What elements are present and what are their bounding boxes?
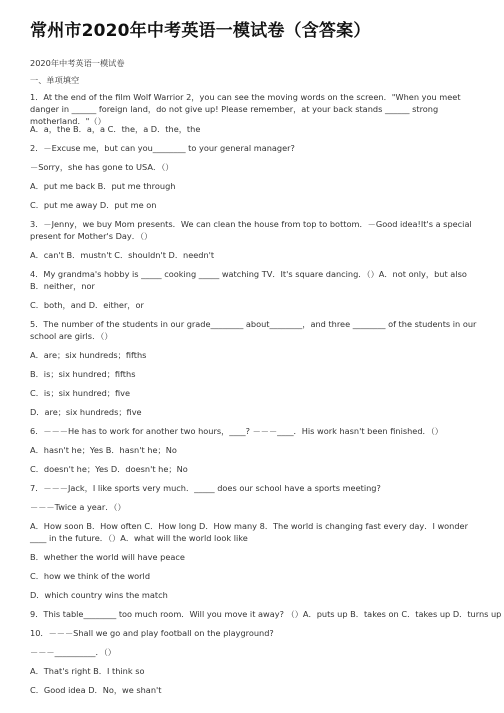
question-8-option-d: D．which country wins the match <box>30 590 168 600</box>
question-5-option-d: D．are；six hundreds；five <box>30 407 142 417</box>
page-title: 常州市2020年中考英语一模试卷（含答案） <box>30 21 371 41</box>
question-5-option-c: C．is；six hundred；five <box>30 388 131 398</box>
question-8-option-b: B．whether the world will have peace <box>30 552 185 562</box>
question-10-options-cd: C．Good idea D．No，we shan't <box>30 685 162 695</box>
section-heading: 一、单项填空 <box>30 75 80 85</box>
question-5-option-a: A．are；six hundreds；fifths <box>30 350 147 360</box>
question-10-options-ab: A．That's right B．I think so <box>30 666 145 676</box>
question-5: 5．The number of the students in our grade________ about________，and three ________ of the students in our school are girls．（） <box>30 319 477 341</box>
question-4: 4．My grandma's hobby is _____ cooking _____ watching TV．It's square dancing．（）A．not only，but also B．neither，nor <box>30 269 467 291</box>
question-10-reply: －－－__________．（） <box>30 647 116 657</box>
question-6-options-cd: C．doesn't he；Yes D．doesn't he；No <box>30 464 188 474</box>
question-7-options-and-question-8: A．How soon B．How often C．How long D．How many 8．The world is changing fast every day．I wonder ____ in the future．（）A．what will the world look like <box>30 521 468 543</box>
question-2-options-ab: A．put me back B．put me through <box>30 181 176 191</box>
question-10: 10．－－－Shall we go and play football on the playground? <box>30 628 274 638</box>
document-subtitle: 2020年中考英语一模试卷 <box>30 58 125 68</box>
question-2: 2．－Excuse me，but can you________ to your general manager? <box>30 143 295 153</box>
question-3-options: A．can't B．mustn't C．shouldn't D．needn't <box>30 250 215 260</box>
question-1-options: A．a，the B．a，a C．the，a D．the，the <box>30 124 201 134</box>
question-4-options-cd: C．both，and D．either，or <box>30 300 144 310</box>
question-6: 6．－－－He has to work for another two hours，____? －－－____．His work hasn't been finished．（） <box>30 426 443 436</box>
question-6-options-ab: A．hasn't he；Yes B．hasn't he；No <box>30 445 177 455</box>
question-1: 1．At the end of the film Wolf Warrior 2，you can see the moving words on the screen．"When you meet danger in ______ foreign land，do not give up! Please remember，at your back stands ______ strong motherland．"（） <box>30 92 461 126</box>
question-3: 3．－Jenny，we buy Mom presents．We can clean the house from top to bottom．－Good idea!It's a special present for Mother's Day．（） <box>30 219 472 241</box>
question-7-reply: －－－Twice a year．（） <box>30 502 126 512</box>
question-7: 7．－－－Jack，I like sports very much．_____ does our school have a sports meeting? <box>30 483 381 493</box>
question-9: 9．This table________ too much room．Will you move it away? （）A．puts up B．takes on C．takes up D．turns up <box>30 609 502 619</box>
question-2-reply: －Sorry，she has gone to USA．（） <box>30 162 174 172</box>
question-8-option-c: C．how we think of the world <box>30 571 151 581</box>
question-5-option-b: B．is；six hundred；fifths <box>30 369 136 379</box>
question-2-options-cd: C．put me away D．put me on <box>30 200 157 210</box>
